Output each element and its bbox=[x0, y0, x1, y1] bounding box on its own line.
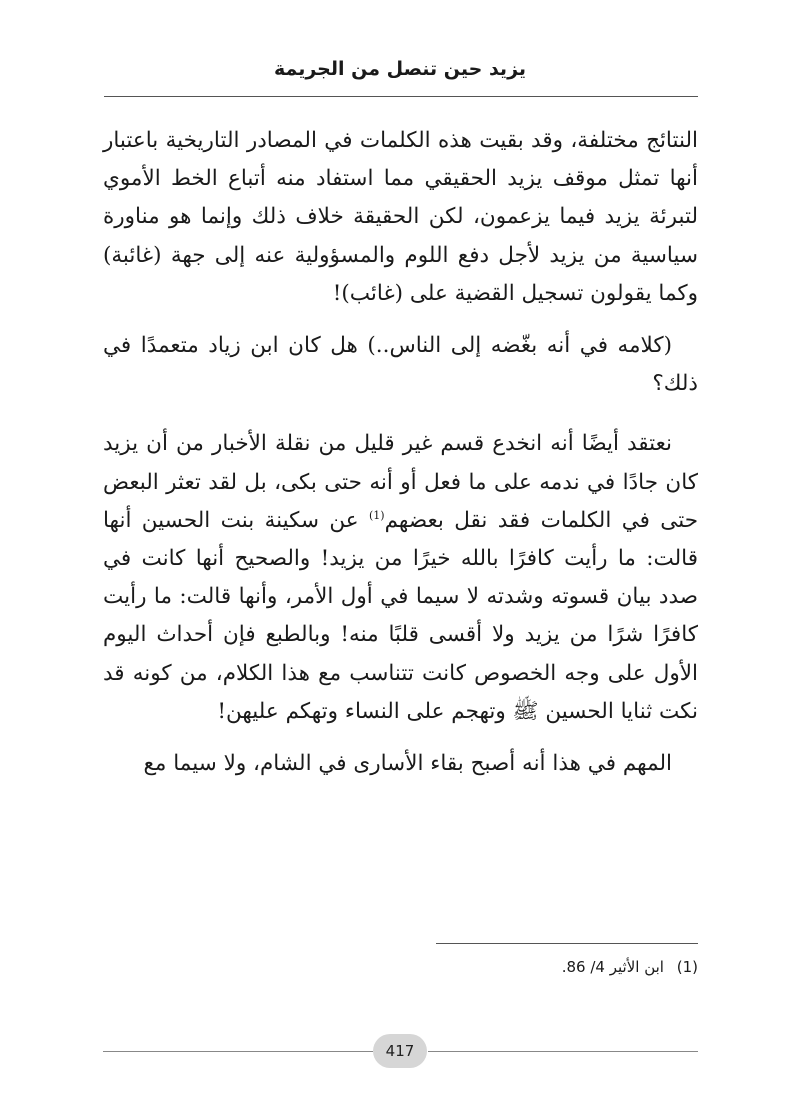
paragraph-2: (كلامه في أنه بغّضه إلى الناس..) هل كان ابن زياد متعمدًا في ذلك؟ bbox=[103, 333, 698, 397]
header-divider bbox=[104, 96, 698, 97]
footnote bbox=[562, 958, 698, 976]
footnote-divider bbox=[436, 943, 698, 944]
paragraph-4: المهم في هذا أنه أصبح بقاء الأسارى في الشام، ولا سيما مع bbox=[143, 751, 672, 777]
footnote-number: (1) bbox=[676, 958, 698, 976]
page-footer bbox=[0, 1032, 800, 1072]
paragraph-1: النتائج مختلفة، وقد بقيت هذه الكلمات في المصادر التاريخية باعتبار أنها تمثل موقف يزيد الحقيقي مما استفاد منه أتباع الخط الأموي لتبرئة يزيد فيما يزعمون، لكن الحقيقة خلاف ذلك وإنما هو مناورة سياسية من يزيد لأجل دفع اللوم والمسؤولية عنه إلى جهة (غائبة) وكما يقولون تسجيل القضية على (غائب)! bbox=[103, 128, 698, 306]
main-text bbox=[103, 122, 698, 797]
paragraph-3-start: نعتقد أيضًا أنه انخدع قسم غير قليل من نقلة الأخبار من أن يزيد كان جادًا في ندمه على ما فعل أو أنه حتى بكى، بل لقد تعثر البعض حتى في الكلمات فقد نقل بعضهم bbox=[103, 431, 698, 533]
footer-line-right bbox=[428, 1051, 698, 1052]
paragraph-3 bbox=[103, 425, 698, 731]
page-number: 417 bbox=[373, 1034, 427, 1068]
footnote-text: ابن الأثير 4/ 86. bbox=[561, 958, 664, 976]
footer-line-left bbox=[103, 1051, 373, 1052]
paragraph-3-end: عن سكينة بنت الحسين أنها قالت: ما رأيت كافرًا بالله خيرًا من يزيد! والصحيح أنها كانت في صدد بيان قسوته وشدته لا سيما في أول الأمر، وأنها قالت: ما رأيت كافرًا شرًا من يزيد ولا أقسى قلبًا منه! وبالطبع فإن أحداث اليوم الأول على وجه الخصوص كانت تتناسب مع هذا الكلام، من كونه قد نكت ثنايا الحسين ﷺ وتهجم على النساء وتهكم عليهن! bbox=[103, 507, 698, 724]
footnote-reference[interactable]: (1) bbox=[369, 508, 385, 522]
running-header-title: يزيد حين تنصل من الجريمة bbox=[273, 58, 527, 80]
